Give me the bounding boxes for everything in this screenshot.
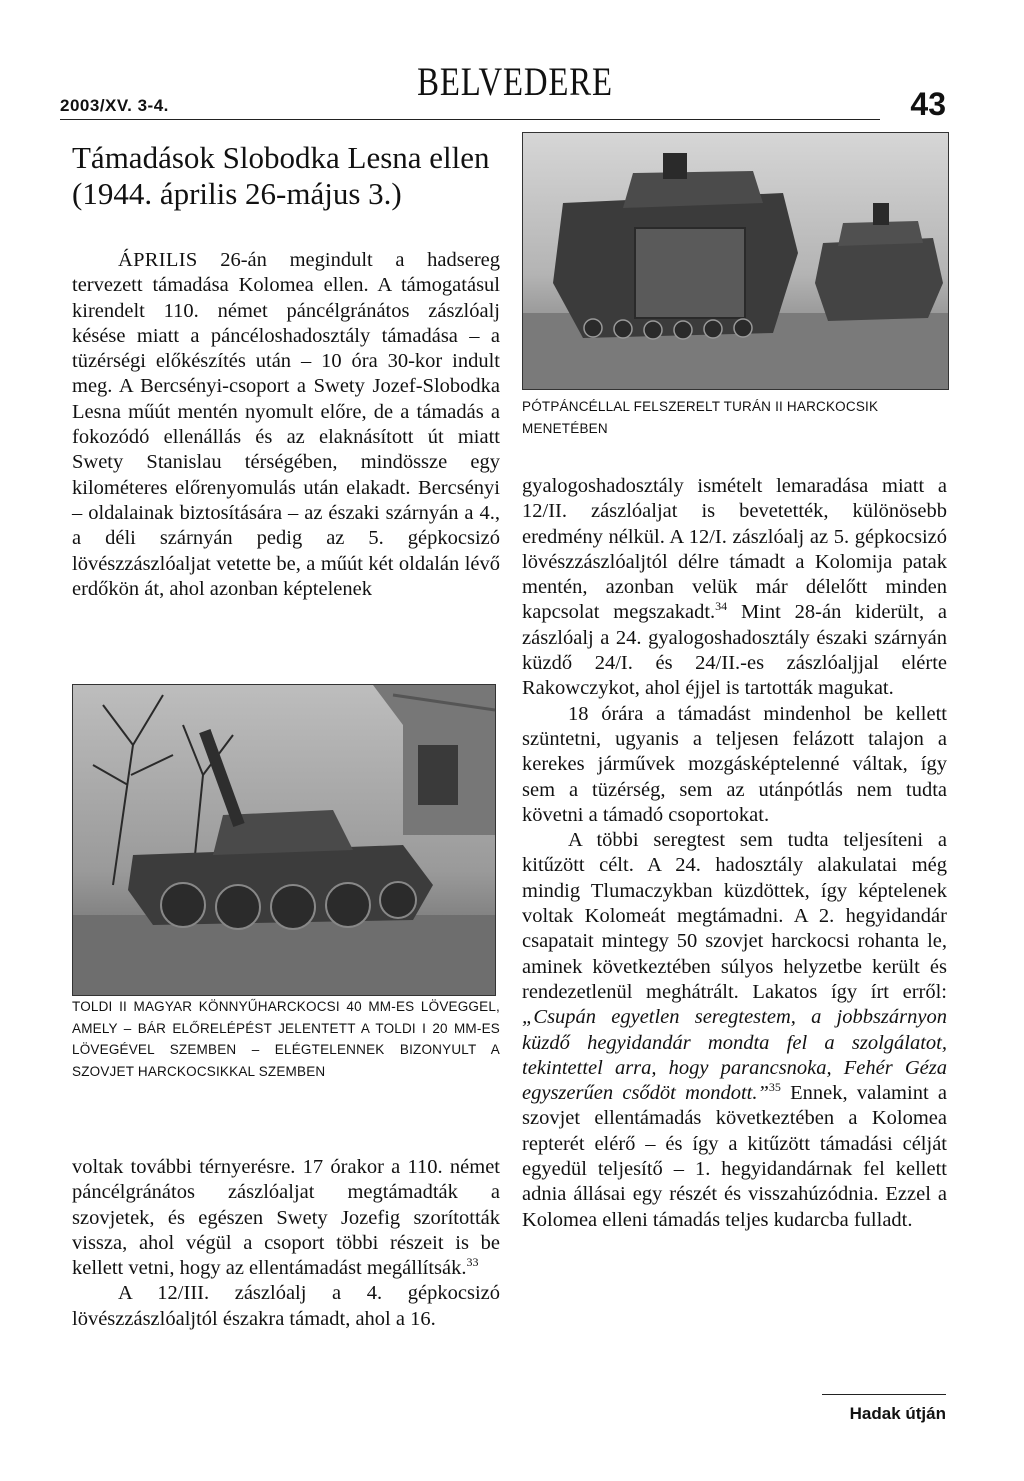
article-title <box>72 140 512 212</box>
footer-rule <box>822 1394 946 1395</box>
lakatos-quote: „Csupán egyetlen seregtestem, a jobbszárnyon küzdő hegyidandár mondta fel a szolgálatot, tekintettel arra, hogy parancsnoka, Fehér Géza egyszerűen csődöt mondott.” <box>522 1006 947 1105</box>
footnote-35: 35 <box>768 1080 781 1095</box>
article-title-line1: Támadások Slobodka Lesna ellen <box>72 140 490 175</box>
toldi-tank-image <box>73 685 495 995</box>
paragraph-3: 18 órára a támadást mindenhol be kellett szüntetni, ugyanis a teljesen felázott talajon a kerekes járművek mozgásképtelenné váltak, így sem a tüzérség, sem az utánpótlás nem tudta követni a támadó csoportokat. <box>522 702 947 826</box>
header-rule <box>60 119 880 120</box>
issue-label: 2003/XV. 3-4. <box>60 96 169 115</box>
left-column-bottom-text <box>72 1155 500 1332</box>
paragraph-2: A 12/III. zászlóalj a 4. gépkocsizó lövészzászlóaljtól északra támadt, ahol a 16. <box>72 1282 500 1330</box>
paragraph-4 <box>522 828 947 1233</box>
paragraph-1-cont-text: voltak további térnyerésre. 17 órakor a 110. német páncélgránátos zászlóaljat megtámadták a szovjetek, és egészen Swety Jozefig szorították vissza, ahol végül a csoport többi részeit is be kellett vetni, hogy az ellentámadást megállítsák. <box>72 1156 500 1280</box>
paragraph-2-continued <box>522 474 947 702</box>
section-footer: Hadak útján <box>849 1404 946 1423</box>
article-title-line2: (1944. április 26-május 3.) <box>72 176 402 211</box>
paragraph-2-end-text: Mint 28-án kiderült, a zászlóalj a 24. gyalogoshadosztály északi szárnyán küzdő 24/I. és 24/II.-es zászlóaljjal elérte Rakowczykot, ahol éjjel is tartották magukat. <box>522 601 947 700</box>
paragraph-2-cont-text: gyalogoshadosztály ismételt lemaradása miatt a 12/II. zászlóaljat is bevetették, különösebb eredmény nélkül. A 12/I. zászlóalj az 5. gépkocsizó lövészzászlóaljtól délre támadt a Kolomija patak mentén, azonban velük már délelőtt minden kapcsolat megszakadt. <box>522 475 947 624</box>
lead-word: ÁPRILIS <box>118 249 198 271</box>
footnote-34: 34 <box>715 599 728 614</box>
turan-tanks-image <box>523 133 948 389</box>
footnote-33: 33 <box>466 1255 479 1270</box>
paragraph-1-text: 26-án megindult a hadsereg tervezett támadása Kolomea ellen. A támogatásul kirendelt 110. német páncélgránátos zászlóalj késése miatt a páncéloshadosztály támadása – a tüzérségi előkészítés után – 10 óra 30-kor indult meg. A Bercsényi-csoport a Swety Jozef-Slobodka Lesna műút mentén nyomult előre, de a támadás a fokozódó ellenállás és az elaknásított út miatt Swety Stanislau térségében, mindössze egy kilométeres előrenyomulás után elakadt. Bercsényi – oldalainak biztosítására – az északi szárnyán a 4., a déli szárnyán pedig az 5. gépkocsizó lövészzászlóaljat vetette be, a műút két oldalán lévő erdőkön át, ahol azonban képtelenek <box>72 249 500 600</box>
left-column-top-text <box>72 248 500 602</box>
right-column-text <box>522 474 947 1233</box>
toldi-tank-photo <box>72 684 496 996</box>
paragraph-4-end-text: Ennek, valamint a szovjet ellentámadás következtében a Kolomea repterét elérő – és így a kitűzött támadási célját egyedül teljesítő – 1. hegyidandárnak fel kellett adnia állásai egy részét és visszahúzódnia. Ezzel a Kolomea elleni támadás teljes kudarcba fulladt. <box>522 1082 948 1231</box>
paragraph-1-continued <box>72 1155 500 1281</box>
toldi-caption: TOLDI II MAGYAR KÖNNYŰHARCKOCSI 40 MM-ES LÖVEGGEL, AMELY – BÁR ELŐRELÉPÉST JELENTETT A TOLDI I 20 MM-ES LÖVEGÉVEL SZEMBEN – ELÉGTELENNEK BIZONYULT A SZOVJET HARCKOCSIKKAL SZEMBEN <box>72 999 500 1079</box>
journal-title: BELVEDERE <box>417 59 613 104</box>
page-number: 43 <box>910 86 946 122</box>
paragraph-4-start-text: A többi seregtest sem tudta teljesíteni a kitűzött célt. A 24. hadosztály alakulatai még mindig Tlumaczykban küzdöttek, így képtelenek voltak Kolomeát megtámadni. A 2. hegyidandár csapatait mintegy 50 szovjet harckocsi rohanta le, aminek következtében súlyos helyzetbe került és rendezetlenül meghátrált. Lakatos így írt erről: <box>522 829 947 1003</box>
turan-caption: PÓTPÁNCÉLLAL FELSZERELT TURÁN II HARCKOCSIK MENETÉBEN <box>522 399 879 436</box>
paragraph-1 <box>72 248 500 602</box>
turan-tanks-photo <box>522 132 949 390</box>
